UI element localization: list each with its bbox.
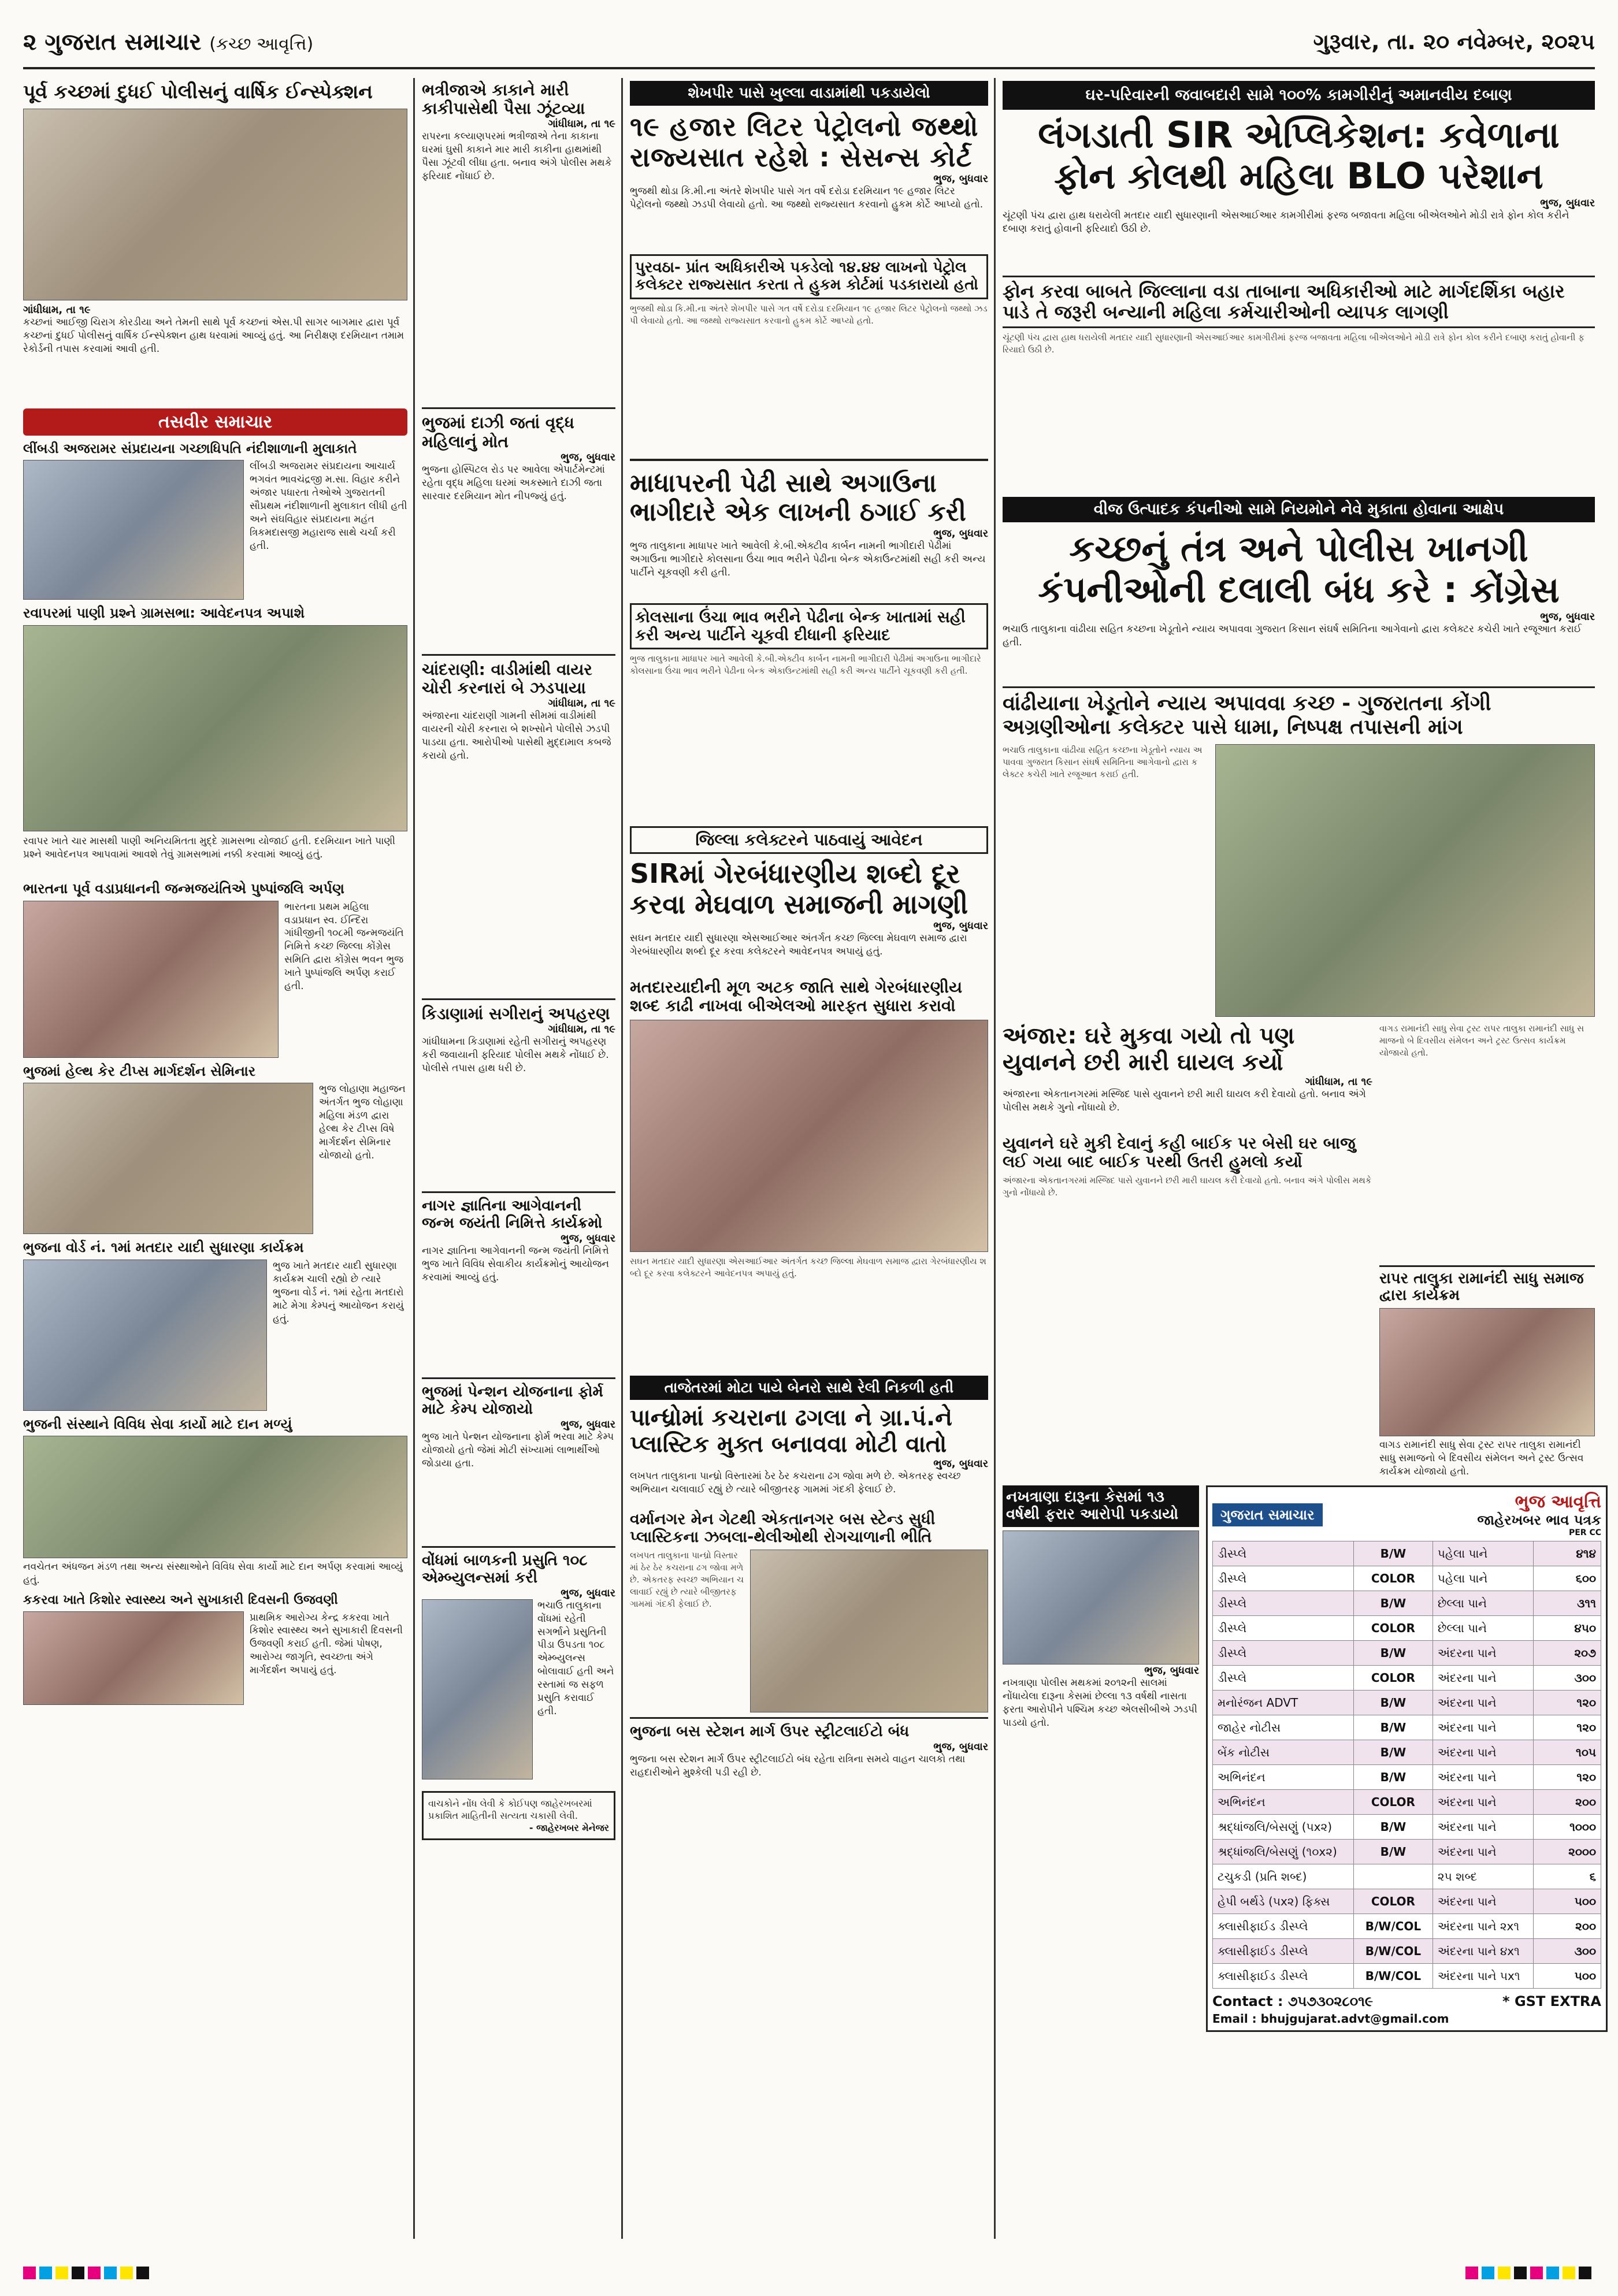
rate-type: ક્લાસીફાઈડ ડીસ્પ્લે: [1213, 1914, 1354, 1939]
story-kakarva: [23, 1611, 407, 1705]
subhead-madhapar: કોલસાના ઉંચા ભાવ ભરીને પેઢીના બેન્ક ખાતામાં સહી કરી અન્ય પાર્ટીને ચૂકવી દીધાની ફરિયાદ: [630, 603, 988, 649]
headline-sir-words: SIRમાં ગેરબંધારણીય શબ્દો દૂર કરવા મેઘવાળ સમાજની માગણી: [630, 857, 968, 920]
dateline: ભુજ, બુધવાર: [1540, 196, 1595, 209]
story-body: ભુજ તાલુકાના માધાપર ખાતે આવેલી કે.બી.એક્ટીવ કાર્બન નામની ભાગીદારી પેઢીમાં અગાઉના ભાગીદારે કોલસાના ઉંચા ભાવ ભરીને પેઢીના બેન્ક એકાઉન્ટમાંથી સહી કરી અન્ય પાર્ટીને ચૂકવણી કરી હતી.: [630, 653, 981, 676]
rate-card-title: જાહેરખબર ભાવ પત્રક: [1477, 1512, 1601, 1529]
story-body: નાગર જ્ઞાતિના આગેવાનની જન્મ જયંતી નિમિત્તે ભુજ ખાતે વિવિધ સેવાકીય કાર્યક્રમોનું આયોજન કરવામાં આવ્યું હતું.: [422, 1245, 610, 1283]
rate-type: ડીસ્પ્લે: [1213, 1616, 1354, 1641]
registration-mark: [104, 2267, 117, 2279]
page-header: [23, 23, 1595, 69]
story-body: ભચાઉ તાલુકાના વાંઢીયા સહિત કચ્છના ખેડૂતોને ન્યાય અપાવવા ગુજરાત કિસાન સંઘર્ષ સમિતિના આગેવાનો દ્વારા કલેક્ટર કચેરી ખાતે રજૂઆત કરાઈ હતી.: [1003, 623, 1582, 648]
rate-value: ૧૦૦૦: [1534, 1815, 1601, 1840]
rate-position: અંદરના પાને: [1433, 1889, 1533, 1914]
rate-type: ડીસ્પ્લે: [1213, 1541, 1354, 1566]
rate-value: ૧૨૦: [1534, 1715, 1601, 1740]
story-body: પ્રાથમિક આરોગ્ય કેન્દ્ર કકરવા ખાતે કિશોર સ્વાસ્થ્ય અને સુખાકારી દિવસની ઉજવણી કરાઈ હતી. જેમાં પોષણ, આરોગ્ય જાગૃતિ, સ્વચ્છતા અંગે માર્ગદર્શન અપાયું હતું.: [250, 1611, 403, 1677]
rate-row: [1213, 1840, 1601, 1864]
rate-row: [1213, 1715, 1601, 1740]
rate-value: ૪૫૦: [1534, 1616, 1601, 1641]
lower-section: [1003, 1023, 1595, 1479]
story-body: લીંબડી અજરામર સંપ્રદાયના આચાર્ય ભગવંત ભાવચંદ્રજી મ.સા. વિહાર કરીને અંજાર પધારતા તેઓએ ગુજરાતની સૌપ્રથમ નંદીશાળાની મુલાકાત લીધી હતી અને સંઘવિહાર સંપ્રદાયના મહંત ત્રિકમદાસજી મહારાજ સાથે ચર્ચા કરી હતી.: [250, 460, 407, 552]
photo-garbage-road: [750, 1550, 988, 1712]
rate-card-edition: ભુજ આવૃત્તિ: [1515, 1492, 1601, 1513]
rate-value: ૩૦૦: [1534, 1939, 1601, 1964]
rate-table: [1212, 1541, 1601, 1989]
story-ambulance: [422, 1599, 615, 1779]
dateline: ભુજ, બુધવાર: [1540, 610, 1595, 623]
headline-dudhai-inspection: પૂર્વ કચ્છમાં દુધઈ પોલીસનું વાર્ષિક ઈન્સ્પેક્શન: [23, 80, 373, 103]
column-3: [630, 81, 988, 2242]
story-body: ભુજના હોસ્પિટલ રોડ પર આવેલા એપાર્ટમેન્ટમાં રહેતા વૃદ્ધ મહિલા ઘરમાં અકસ્માતે દાઝી જતા સારવાર દરમિયાન મોત નીપજ્યું હતું.: [422, 463, 605, 502]
photo-gram-sabha: [23, 625, 407, 831]
headline-nandishala-visit: લીંબડી અજરામર સંપ્રદાયના ગચ્છાધિપતિ નંદીશાળાની મુલાકાતે: [23, 441, 357, 456]
kicker-pandhro: તાજેતરમાં મોટા પાયે બેનરો સાથે રેલી નિકળી હતી: [630, 1376, 988, 1400]
registration-mark: [23, 2267, 36, 2279]
rate-value: ૬: [1534, 1864, 1601, 1889]
rate-position: પહેલા પાને: [1433, 1566, 1533, 1591]
rate-value: ૩૦૦: [1534, 1666, 1601, 1691]
registration-mark: [136, 2267, 149, 2279]
story-body: રાપરના કલ્યાણપરમાં ભત્રીજાએ તેના કાકાના ઘરમાં ઘુસી કાકાને માર મારી કાકીના હાથમાંથી પૈસા ઝૂંટવી લીધા હતા. બનાવ અંગે પોલીસ મથકે ફરિયાદ નોંધાઈ છે.: [422, 131, 612, 183]
story-body: નવચેતન અંધજન મંડળ તથા અન્ય સંસ્થાઓને વિવિધ સેવા કાર્યો માટે દાન અર્પણ કરવામાં આવ્યું હતું.: [23, 1561, 403, 1587]
story-body: ભુજ ખાતે પેન્શન યોજનાના ફોર્મ ભરવા માટે કેમ્પ યોજાયો હતો જેમાં મોટી સંખ્યામાં લાભાર્થીઓ જોડાયા હતા.: [422, 1431, 614, 1469]
registration-mark: [1482, 2267, 1494, 2279]
registration-mark: [72, 2267, 84, 2279]
photo-sadhu-samaj: [1379, 1308, 1595, 1436]
rate-position: અંદરના પાને ૫x૧: [1433, 1964, 1533, 1989]
gst-note: * GST EXTRA: [1502, 1993, 1601, 2010]
rate-mode: COLOR: [1353, 1666, 1433, 1691]
rate-mode: B/W/COL: [1353, 1964, 1433, 1989]
subhead-blo-guidelines: ફોન કરવા બાબતે જિલ્લાના વડા તાબાના અધિકારીઓ માટે માર્ગદર્શિકા બહાર પાડે તે જરૂરી બન્યાની મહિલા કર્મચારીઓની વ્યાપક લાગણી: [1003, 276, 1595, 329]
rate-type: ડીસ્પ્લે: [1213, 1566, 1354, 1591]
rate-row: [1213, 1641, 1601, 1666]
rate-position: છેલ્લા પાને: [1433, 1591, 1533, 1616]
rate-position: અંદરના પાને: [1433, 1765, 1533, 1790]
rate-value: ૪૧૪: [1534, 1541, 1601, 1566]
registration-mark: [88, 2267, 101, 2279]
rate-row: [1213, 1765, 1601, 1790]
edition-label: (કચ્છ આવૃત્તિ): [209, 34, 314, 54]
headline-donation: ભુજની સંસ્થાને વિવિધ સેવા કાર્યો માટે દાન મળ્યું: [23, 1416, 292, 1432]
rate-mode: B/W/COL: [1353, 1914, 1433, 1939]
rate-type: અભિનંદન: [1213, 1790, 1354, 1815]
rate-mode: B/W: [1353, 1715, 1433, 1740]
column-rule: [994, 78, 996, 2239]
rate-position: અંદરના પાને: [1433, 1691, 1533, 1715]
rate-row: [1213, 1566, 1601, 1591]
page-masthead: [23, 29, 313, 55]
email-row: [1212, 2012, 1601, 2026]
rate-mode: B/W/COL: [1353, 1939, 1433, 1964]
rate-type: ડીસ્પ્લે: [1213, 1666, 1354, 1691]
story-vandhiya: [1003, 744, 1595, 1017]
rate-row: [1213, 1691, 1601, 1715]
rate-type: અભિનંદન: [1213, 1765, 1354, 1790]
rate-mode: COLOR: [1353, 1889, 1433, 1914]
story-body: લખપત તાલુકાના પાન્ધ્રો વિસ્તારમાં ઠેર ઠેર કચરાના ઢગ જોવા મળે છે. એકતરફ સ્વચ્છ અભિયાન ચલાવાઈ રહ્યું છે ત્યારે બીજીતરફ ગામમાં ગંદકી ફેલાઈ છે.: [630, 1550, 744, 1610]
story-body: ભુજથી થોડા કિ.મી.ના અંતરે શેખપીર પાસે ગત વર્ષે દરોડા દરમિયાન ૧૯ હજાર લિટર પેટ્રોલનો જથ્થો ઝડપી લેવાયો હતો. આ જથ્થો રાજ્યસાત કરવાનો હુકમ કોર્ટે આપ્યો હતો.: [630, 303, 988, 326]
email-link[interactable]: bhujgujarat.advt@gmail.com: [1260, 2012, 1449, 2026]
rate-type: શ્રદ્ધાંજલિ/બેસણું (૧૦x૨): [1213, 1840, 1354, 1864]
ad-rate-card: [1206, 1485, 1608, 2032]
headline-sir-app-blo: લંગડાતી SIR એપ્લિકેશન: કવેળાના ફોન કોલથી મહિલા BLO પરેશાન: [1038, 114, 1560, 198]
story-body: સઘન મતદાર યાદી સુધારણા એસઆઈઆર અંતર્ગત કચ્છ જિલ્લા મેઘવાળ સમાજ દ્વારા ગેરબંધારણીય શબ્દો દૂર કરવા કલેક્ટરને આવેદનપત્ર અપાયું હતું.: [630, 932, 967, 957]
registration-mark: [120, 2267, 133, 2279]
headline-ambulance-delivery: વોંધમાં બાળકની પ્રસુતિ ૧૦૮ એમ્બ્યુલન્સમાં કરી: [422, 1546, 615, 1587]
registration-mark: [39, 2267, 52, 2279]
dateline: ભુજ, બુધવાર: [933, 1458, 988, 1470]
kicker-power-company: વીજ ઉત્પાદક કંપનીઓ સામે નિયમોને નેવે મુકાતા હોવાના આક્ષેપ: [1003, 497, 1595, 522]
rate-value: ૨૦૦: [1534, 1914, 1601, 1939]
rate-position: અંદરના પાને: [1433, 1715, 1533, 1740]
subhead-petrol: પુરવઠા- પ્રાંત અધિકારીએ પકડેલો ૧૪.૪૪ લાખનો પેટ્રોલ કલેક્ટર રાજ્યસાત કરતા તે હુકમ કોર્ટમાં પડકારાયો હતો: [630, 254, 988, 299]
story-body: ભુજના બસ સ્ટેશન માર્ગ ઉપર સ્ટ્રીટલાઈટો બંધ રહેતા રાત્રિના સમયે વાહન ચાલકો તથા રાહદારીઓને મુશ્કેલી પડી રહી છે.: [630, 1753, 966, 1778]
rate-position: ૨૫ શબ્દ: [1433, 1864, 1533, 1889]
email-label: Email :: [1212, 2012, 1257, 2026]
rate-row: [1213, 1964, 1601, 1989]
rate-position: અંદરના પાને ૨x૧: [1433, 1914, 1533, 1939]
story-health: [23, 1083, 407, 1234]
rate-mode: B/W: [1353, 1740, 1433, 1765]
subhead-pandhro: વર્માનગર મેન ગેટથી એકતાનગર બસ સ્ટેન્ડ સુધી પ્લાસ્ટિકના ઝબલા-થેલીઓથી રોગચાળાની ભીતિ: [630, 1510, 936, 1547]
registration-mark: [1498, 2267, 1511, 2279]
story-body: ગાંધીધામના કિડાણામાં રહેતી સગીરાનું અપહરણ કરી જવાયાની ફરિયાદ પોલીસ મથકે નોંધાઈ છે. પોલીસે તપાસ હાથ ધરી છે.: [422, 1036, 609, 1075]
rate-mode: B/W: [1353, 1765, 1433, 1790]
dateline: ભુજ, બુધવાર: [933, 172, 988, 185]
rate-type: ડીસ્પ્લે: [1213, 1641, 1354, 1666]
headline-madhapar-fraud: માધાપરની પેઢી સાથે અગાઉના ભાગીદારે એક લાખની ઠગાઈ કરી: [630, 459, 988, 527]
registration-mark: [1563, 2267, 1575, 2279]
rate-card-title-block: [1477, 1492, 1601, 1537]
dateline: ભુજ, બુધવાર: [561, 1587, 615, 1599]
rate-value: ૨૦૦: [1534, 1790, 1601, 1815]
nakhatrana-story-column: [1003, 1485, 1199, 2032]
kicker-blo-pressure: ઘર-પરિવારની જવાબદારી સામે ૧૦૦% કામગીરીનું અમાનવીય દબાણ: [1003, 81, 1595, 110]
registration-mark: [1530, 2267, 1543, 2279]
rate-row: [1213, 1939, 1601, 1964]
headline-kidnapping: કિડાણામાં સગીરાનું અપહરણ: [422, 998, 615, 1023]
rate-row: [1213, 1666, 1601, 1691]
page-number: ૨: [23, 29, 37, 55]
headline-streetlights: ભુજના બસ સ્ટેશન માર્ગ ઉપર સ્ટ્રીટલાઈટો બંધ: [630, 1717, 988, 1741]
column-rule: [413, 78, 415, 2239]
story-body: સઘન મતદાર યાદી સુધારણા એસઆઈઆર અંતર્ગત કચ્છ જિલ્લા મેઘવાળ સમાજ દ્વારા ગેરબંધારણીય શબ્દો દૂર કરવા કલેક્ટરને આવેદનપત્ર અપાયું હતું.: [630, 1256, 986, 1279]
headline-wire-theft: ચાંદરાણી: વાડીમાંથી વાયર ચોરી કરનારાં બે ઝડપાયા: [422, 654, 615, 697]
rate-position: અંદરના પાને ૪x૧: [1433, 1939, 1533, 1964]
rate-mode: B/W: [1353, 1541, 1433, 1566]
headline-voter-list: ભુજના વોર્ડ નં. ૧માં મતદાર યાદી સુધારણા કાર્યક્રમ: [23, 1239, 304, 1256]
rate-type: ક્લાસીફાઈડ ડીસ્પ્લે: [1213, 1964, 1354, 1989]
contact-label: Contact :: [1212, 1993, 1283, 2010]
headline-anjar-stabbing: અંજાર: ઘરે મુકવા ગયો તો પણ યુવાનને છરી મારી ઘાયલ કર્યો: [1003, 1022, 1295, 1076]
registration-mark: [1465, 2267, 1478, 2279]
story-body: અંજારના ચાંદરાણી ગામની સીમમાં વાડીમાંથી વાયરની ચોરી કરનારા બે શખ્સોને પોલીસે ઝડપી પાડયા હતા. આરોપીઓ પાસેથી મુદ્દામાલ કબજે કરાયો હતો.: [422, 710, 611, 761]
story-body: ભારતના પ્રથમ મહિલા વડાપ્રધાન સ્વ. ઈન્દિરા ગાંધીજીની ૧૦૮મી જન્મજયંતિ નિમિત્તે કચ્છ જિલ્લા કોંગ્રેસ સમિતિ દ્વારા કોંગ્રેસ ભવન ભુજ ખાતે પુષ્પાંજલિ અર્પણ કરાઈ હતી.: [284, 901, 404, 993]
photo-news-banner: તસવીર સમાચાર: [23, 408, 407, 436]
rate-type: બેંક નોટીસ: [1213, 1740, 1354, 1765]
masthead-name: ગુજરાત સમાચાર: [44, 29, 202, 55]
kicker-sir-memorandum: જિલ્લા કલેક્ટરને પાઠવાયું આવેદન: [630, 826, 988, 854]
column-rule: [621, 78, 623, 2239]
dateline: ગાંધીધામ, તા ૧૯: [1305, 1075, 1372, 1088]
column-1: [23, 81, 407, 2242]
bottom-section: [1003, 1485, 1601, 2032]
rate-value: ૩૧૧: [1534, 1591, 1601, 1616]
rate-type: ડીસ્પ્લે: [1213, 1591, 1354, 1616]
dateline: ભુજ, બુધવાર: [561, 451, 615, 463]
headline-pension-camp: ભુજમાં પેન્શન યોજનાના ફોર્મ માટે કેમ્પ યોજાયો: [422, 1377, 615, 1418]
headline-nakhatrana-arrest: નખત્રાણા દારૂના કેસમાં ૧૩ વર્ષથી ફરાર આરોપી પકડાયો: [1003, 1485, 1199, 1527]
rate-position: અંદરના પાને: [1433, 1666, 1533, 1691]
story-body: લખપત તાલુકાના પાન્ધ્રો વિસ્તારમાં ઠેર ઠેર કચરાના ઢગ જોવા મળે છે. એકતરફ સ્વચ્છ અભિયાન ચલાવાઈ રહ્યું છે ત્યારે બીજીતરફ ગામમાં ગંદકી ફેલાઈ છે.: [630, 1470, 961, 1495]
column-4: [1003, 81, 1601, 2242]
headline-petrol-seizure: ૧૯ હજાર લિટર પેટ્રોલનો જથ્થો રાજ્યસાત રહેશે : સેસન્સ કોર્ટ: [630, 111, 979, 173]
rate-mode: COLOR: [1353, 1616, 1433, 1641]
rate-row: [1213, 1591, 1601, 1616]
rate-row: [1213, 1815, 1601, 1840]
photo-ambulance: [422, 1599, 533, 1779]
story-body: ભુજ લોહાણા મહાજન અંતર્ગત ભુજ લોહાણા મહિલા મંડળ દ્વારા હેલ્થ કેર ટીપ્સ વિષે માર્ગદર્શન સેમિનાર યોજાયો હતો.: [319, 1083, 406, 1161]
rate-position: અંદરના પાને: [1433, 1641, 1533, 1666]
photo-voter-camp: [23, 1260, 267, 1411]
headline-health-seminar: ભુજમાં હેલ્થ કેર ટીપ્સ માર્ગદર્શન સેમિનાર: [23, 1062, 256, 1079]
photo-meghwal-memorandum: [630, 1020, 988, 1252]
photo-monks: [23, 460, 244, 600]
story-nandishala: [23, 460, 407, 600]
story-body: ભચાઉ તાલુકાના વોંધમાં રહેતી સગર્ભાને પ્રસુતિની પીડા ઉપડતા ૧૦૮ એમ્બ્યુલન્સ બોલાવાઈ હતી અને રસ્તામાં જ સફળ પ્રસુતિ કરાવાઈ હતી.: [537, 1599, 614, 1718]
photo-donation: [23, 1436, 407, 1558]
dateline: ભુજ, બુધવાર: [1144, 1664, 1199, 1677]
registration-strip: [0, 2256, 1618, 2291]
story-body: રવાપર ખાતે ચાર માસથી પાણી અનિયમિતતા મુદ્દે ગ્રામસભા યોજાઈ હતી. દરમિયાન ખાતે પાણી પ્રશ્ને આવેદનપત્ર આપવામાં આવશે તેવું ગ્રામસભામાં નક્કી કરવામાં આવ્યું હતું.: [23, 835, 396, 860]
dateline: ગાંધીધામ, તા ૧૯: [23, 303, 91, 316]
contact-block: [1212, 1993, 1373, 2009]
headline-rapar-sadhu: રાપર તાલુકા રામાનંદી સાધુ સમાજ દ્વારા કાર્યક્રમ: [1379, 1265, 1595, 1305]
rate-row: [1213, 1914, 1601, 1939]
contact-phone: ૭૫૭૩૦૨૮૦૧૯: [1287, 1993, 1374, 2010]
rate-position: પહેલા પાને: [1433, 1541, 1533, 1566]
rate-position: અંદરના પાને: [1433, 1790, 1533, 1815]
dateline: ગાંધીધામ, તા ૧૯: [548, 118, 615, 131]
dateline: ગાંધીધામ, તા ૧૯: [548, 697, 615, 710]
rate-value: ૧૨૦: [1534, 1691, 1601, 1715]
registration-marks-left: [23, 2256, 153, 2282]
subhead-sir: મતદારયાદીની મૂળ અટક જાતિ સાથે ગેરબંધારણીય શબ્દ કાઢી નાખવા બીએલઓ મારફત સુધારા કરાવો: [630, 977, 963, 1015]
rate-mode: COLOR: [1353, 1790, 1433, 1815]
rate-value: ૫૦૦: [1534, 1889, 1601, 1914]
story-body: ભુજ ખાતે મતદાર યાદી સુધારણા કાર્યક્રમ ચાલી રહ્યો છે ત્યારે ભુજના વોર્ડ નં. ૧માં રહેતા મતદારો માટે મેગા કેમ્પનું આયોજન કરાયું હતું.: [273, 1260, 404, 1325]
dateline: ભુજ, બુધવાર: [933, 1740, 988, 1753]
dateline: ભુજ, બુધવાર: [561, 1232, 615, 1245]
issue-date: ગુરૂવાર, તા. ૨૦ નવેમ્બર, ૨૦૨૫: [1313, 29, 1595, 54]
rate-type: મનોરંજન ADVT: [1213, 1691, 1354, 1715]
photo-farmers-collector: [1215, 744, 1595, 1017]
rate-type: હેપી બર્થડે (૫x૨) ફિક્સ: [1213, 1889, 1354, 1914]
rate-card-brand: ગુજરાત સમાચાર: [1212, 1503, 1323, 1526]
photo-police-inspection: [23, 109, 407, 300]
story-body: ભુજ તાલુકાના માધાપર ખાતે આવેલી કે.બી.એક્ટીવ કાર્બન નામની ભાગીદારી પેઢીમાં અગાઉના ભાગીદારે કોલસાના ઉંચા ભાવ ભરીને પેઢીના બેન્ક એકાઉન્ટમાંથી સહી કરી અન્ય પાર્ટીને ચૂકવણી કરી હતી.: [630, 540, 986, 578]
headline-elderly-burn: ભુજમાં દાઝી જતાં વૃદ્ધ મહિલાનું મોત: [422, 407, 615, 451]
rapar-story-column: [1379, 1023, 1595, 1479]
rate-mode: B/W: [1353, 1815, 1433, 1840]
headline-nephew-attack: ભત્રીજાએ કાકાને મારી કાકીપાસેથી પૈસા ઝૂંટવ્યા: [422, 80, 585, 118]
rate-type: શ્રદ્ધાંજલિ/બેસણું (૫x૨): [1213, 1815, 1354, 1840]
rate-row: [1213, 1889, 1601, 1914]
dateline: ભુજ, બુધવાર: [933, 919, 988, 932]
registration-mark: [1514, 2267, 1527, 2279]
rate-card-per-cc: PER CC: [1568, 1528, 1601, 1538]
dateline: ગાંધીધામ, તા ૧૯: [548, 1023, 615, 1036]
story-body: ભુજથી થોડા કિ.મી.ના અંતરે શેખપીર પાસે ગત વર્ષે દરોડા દરમિયાન ૧૯ હજાર લિટર પેટ્રોલનો જથ્થો ઝડપી લેવાયો હતો. આ જથ્થો રાજ્યસાત કરવાનો હુકમ કોર્ટે આપ્યો હતો.: [630, 185, 984, 210]
rate-mode: B/W: [1353, 1591, 1433, 1616]
story-body: નખત્રાણા પોલીસ મથકમાં ૨૦૧૨ની સાલમાં નોંધાયેલા દારૂના કેસમાં છેલ્લા ૧૩ વર્ષથી નાસતા ફરતા આરોપીને પશ્ચિમ કચ્છ એલસીબીએ ઝડપી પાડયો હતો.: [1003, 1677, 1197, 1729]
rate-mode: B/W: [1353, 1840, 1433, 1864]
story-tribute: [23, 901, 407, 1058]
rate-position: અંદરના પાને: [1433, 1740, 1533, 1765]
registration-marks-right: [1465, 2256, 1595, 2282]
rate-position: અંદરના પાને: [1433, 1815, 1533, 1840]
registration-mark: [1546, 2267, 1559, 2279]
rate-position: છેલ્લા પાને: [1433, 1616, 1533, 1641]
rate-value: ૫૦૦: [1534, 1964, 1601, 1989]
rate-mode: B/W: [1353, 1641, 1433, 1666]
story-body: કચ્છનાં આઈજી ચિરાગ કોરડીયા અને તેમની સાથે પૂર્વ કચ્છનાં એસ.પી સાગર બાગમાર દ્વારા પૂર્વ કચ્છનાં દુધઈ પોલીસનું વાર્ષિક ઈન્સ્પેક્શન હાથ ધરવામાં આવ્યું હતું. આ નિરીક્ષણ દરમિયાન તમામ રેકોર્ડની તપાસ કરવામાં આવી હતી.: [23, 316, 404, 355]
story-body: ભચાઉ તાલુકાના વાંઢીયા સહિત કચ્છના ખેડૂતોને ન્યાય અપાવવા ગુજરાત કિસાન સંઘર્ષ સમિતિના આગેવાનો દ્વારા કલેક્ટર કચેરી ખાતે રજૂઆત કરાઈ હતી.: [1003, 744, 1203, 779]
photo-accused: [1003, 1530, 1199, 1665]
headline-congress-allegation: કચ્છનું તંત્ર અને પોલીસ ખાનગી કંપનીઓની દલાલી બંધ કરે : કોંગ્રેસ: [1038, 527, 1560, 611]
story-body: અંજારના એકતાનગરમાં મસ્જિદ પાસે યુવાનને છરી મારી ઘાયલ કરી દેવાયો હતો. બનાવ અંગે પોલીસ મથકે ગુનો નોંધાયો છે.: [1003, 1175, 1372, 1198]
rate-type: જાહેર નોટીસ: [1213, 1715, 1354, 1740]
rate-type: ક્લાસીફાઈડ ડીસ્પ્લે: [1213, 1939, 1354, 1964]
story-pandhro: [630, 1550, 988, 1712]
story-body: વાગડ રામાનંદી સાધુ સેવા ટ્રસ્ટ રાપર તાલુકા રામાનંદી સાધુ સમાજનો બે દિવસીય સંમેલન અને ટ્રસ્ટ ઉત્સવ કાર્યક્રમ યોજાયો હતો.: [1379, 1439, 1584, 1478]
rate-mode: COLOR: [1353, 1566, 1433, 1591]
headline-indira-tribute: ભારતના પૂર્વ વડાપ્રધાનની જન્મજયંતિએ પુષ્પાંજલિ અર્પણ: [23, 880, 344, 897]
notice-body: વાચકોને નોંધ લેવી કે કોઈપણ જાહેરખબરમાં પ્રકાશિત માહિતીની સત્યતા ચકાસી લેવી.: [428, 1797, 592, 1822]
rate-row: [1213, 1541, 1601, 1566]
story-voter: [23, 1260, 407, 1411]
photo-tribute: [23, 901, 279, 1058]
subhead-vandhiya-farmers: વાંઢીયાના ખેડૂતોને ન્યાય અપાવવા કચ્છ - ગુજરાતના કોંગી અગ્રણીઓના કલેક્ટર પાસે ધામા, નિષ્પક્ષ તપાસની માંગ: [1003, 686, 1595, 740]
headline-pandhro-garbage: પાન્ધ્રોમાં કચરાના ઢગલા ને ગ્રા.પં.ને પ્લાસ્ટિક મુક્ત બનાવવા મોટી વાતો: [630, 1405, 952, 1458]
rate-row: [1213, 1740, 1601, 1765]
headline-kakarva-health: કકરવા ખાતે કિશોર સ્વાસ્થ્ય અને સુખાકારી દિવસની ઉજવણી: [23, 1593, 338, 1608]
reader-notice-box: [422, 1791, 615, 1840]
story-body: ચૂંટણી પંચ દ્વારા હાથ ધરાયેલી મતદાર યાદી સુધારણાની એસઆઈઆર કામગીરીમાં ફરજ બજાવતા મહિલા બીએલઓને મોડી રાત્રે ફોન કોલ કરીને દબાણ કરાતું હોવાની ફરિયાદો ઉઠી છે.: [1003, 332, 1584, 355]
rate-mode: [1353, 1864, 1433, 1889]
headline-nagar-jayanti: નાગર જ્ઞાતિના આગેવાનની જન્મ જયંતી નિમિત્તે કાર્યક્રમો: [422, 1191, 615, 1232]
rate-card-header: [1212, 1492, 1601, 1537]
rate-value: ૨૦૦૦: [1534, 1840, 1601, 1864]
story-body: ચૂંટણી પંચ દ્વારા હાથ ધરાયેલી મતદાર યાદી સુધારણાની એસઆઈઆર કામગીરીમાં ફરજ બજાવતા મહિલા બીએલઓને મોડી રાત્રે ફોન કોલ કરીને દબાણ કરાતું હોવાની ફરિયાદો ઉઠી છે.: [1003, 209, 1569, 235]
subhead-anjar: યુવાનને ઘરે મુકી દેવાનું કહી બાઈક પર બેસી ઘર બાજુ લઈ ગયા બાદ બાઈક પરથી ઉતરી હુમલો કર્યો: [1003, 1133, 1356, 1171]
rate-position: અંદરના પાને: [1433, 1840, 1533, 1864]
story-body: અંજારના એકતાનગરમાં મસ્જિદ પાસે યુવાનને છરી મારી ઘાયલ કરી દેવાયો હતો. બનાવ અંગે પોલીસ મથકે ગુનો નોંધાયો છે.: [1003, 1088, 1366, 1113]
rate-row: [1213, 1864, 1601, 1889]
dateline: ભુજ, બુધવાર: [561, 1418, 615, 1431]
contact-row: [1212, 1993, 1601, 2009]
dateline: ભુજ, બુધવાર: [933, 527, 988, 540]
registration-mark: [55, 2267, 68, 2279]
rate-value: ૧૦૫: [1534, 1740, 1601, 1765]
rate-row: [1213, 1790, 1601, 1815]
rate-value: ૬૦૦: [1534, 1566, 1601, 1591]
rate-mode: B/W: [1353, 1691, 1433, 1715]
anjar-story-column: [1003, 1023, 1372, 1479]
rate-type: ટચુકડી (પ્રતિ શબ્દ): [1213, 1864, 1354, 1889]
story-body: વાગડ રામાનંદી સાધુ સેવા ટ્રસ્ટ રાપર તાલુકા રામાનંદી સાધુ સમાજનો બે દિવસીય સંમેલન અને ટ્રસ્ટ ઉત્સવ કાર્યક્રમ યોજાયો હતો.: [1379, 1023, 1584, 1058]
column-2: [422, 81, 615, 2242]
kicker-petrol: શેખપીર પાસે ખુલ્લા વાડામાંથી પકડાયેલો: [630, 81, 988, 106]
rate-row: [1213, 1616, 1601, 1641]
notice-sign: - જાહેરખબર મેનેજર: [529, 1822, 609, 1833]
registration-mark: [1579, 2267, 1591, 2279]
photo-kakarva: [23, 1611, 244, 1705]
rate-value: ૧૨૦: [1534, 1765, 1601, 1790]
photo-seminar: [23, 1083, 313, 1234]
rate-value: ૨૦૭: [1534, 1641, 1601, 1666]
headline-ravapar-water: રવાપરમાં પાણી પ્રશ્ને ગ્રામસભા: આવેદનપત્ર અપાશે: [23, 605, 305, 622]
